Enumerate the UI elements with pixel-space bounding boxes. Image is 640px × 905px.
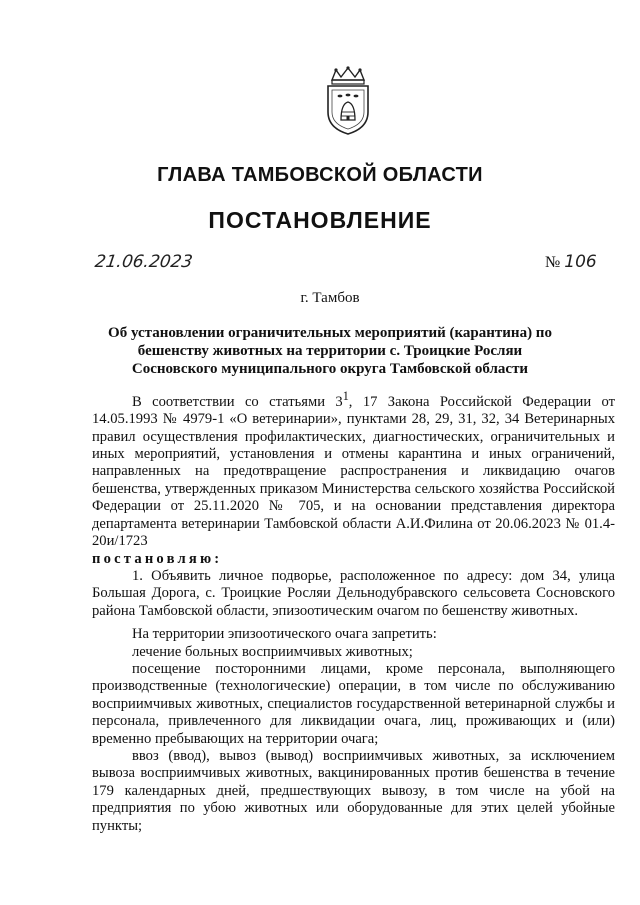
prohibit-item-1: лечение больных восприимчивых животных;: [132, 643, 413, 660]
preamble-text-cont: , 17 Закона Российской Федерации от 14.05.1993 № 4979-1 «О ветеринарии», пунктами 28, 29, 31, 32, 34 Ветеринарных правил осуществления профилактических, диагностических, ограничительных и иных мероприятий, установления и отмены карантина и иных ограничений, направленных на предотвращение распространения и ликвидацию очагов бешенства, утвержденных приказом Министерства сельского хозяйства Российской Федерации от 25.11.2020 № 705, и на основании представления директора департамента ветеринарии Тамбовской области А.И.Филина от 20.06.2023 № 01.4-20и/1723: [92, 393, 615, 550]
document-date: 21.06.2023: [93, 252, 194, 272]
preamble-superscript: 1: [342, 389, 349, 403]
number-value: 106: [564, 252, 597, 272]
coat-of-arms-icon: [322, 66, 374, 136]
document-type: ПОСТАНОВЛЕНИЕ: [208, 207, 432, 233]
resolve-colon: :: [214, 550, 220, 567]
document-title: Об установлении ограничительных мероприятий (карантина) по бешенству животных на территории с. Троицкие Росляи Сосновского муниципального округа Тамбовской области: [108, 325, 552, 377]
preamble-text: В соответствии со статьями 3: [132, 393, 343, 410]
resolve-word: постановляю: [92, 550, 215, 567]
item-1-paragraph: 1. Объявить личное подворье, расположенное по адресу: дом 34, улица Большая Дорога, с. Троицкие Росляи Дельнодубравского сельсовета Сосновского района Тамбовской области, эпизоотическим очагом по бешенству животных.: [92, 567, 615, 619]
number-prefix: №: [545, 254, 561, 271]
prohibit-item-3: ввоз (ввод), вывоз (вывод) восприимчивых животных, за исключением вывоза восприимчивых животных, вакцинированных против бешенства в течение 179 календарных дней, предшествующих вывозу, в том числе на убой на предприятия по убою животных или оборудованные для этих целей убойные пункты;: [92, 747, 615, 834]
city: г. Тамбов: [300, 290, 360, 306]
document-number: [545, 252, 597, 272]
issuing-authority: ГЛАВА ТАМБОВСКОЙ ОБЛАСТИ: [157, 164, 483, 186]
prohibit-item-2: посещение посторонними лицами, кроме персонала, выполняющего производственные (технологические) операции, в том числе по обслуживанию восприимчивых животных, специалистов государственной ветеринарной службы и персонала, привлеченного для ликвидации очага, лиц, проживающих и (или) временно пребывающих на территории очага;: [92, 660, 615, 747]
document-body: [92, 388, 615, 835]
resolve-line: [92, 551, 615, 568]
preamble-paragraph: [92, 388, 615, 551]
prohibit-intro: На территории эпизоотического очага запретить:: [132, 626, 437, 643]
